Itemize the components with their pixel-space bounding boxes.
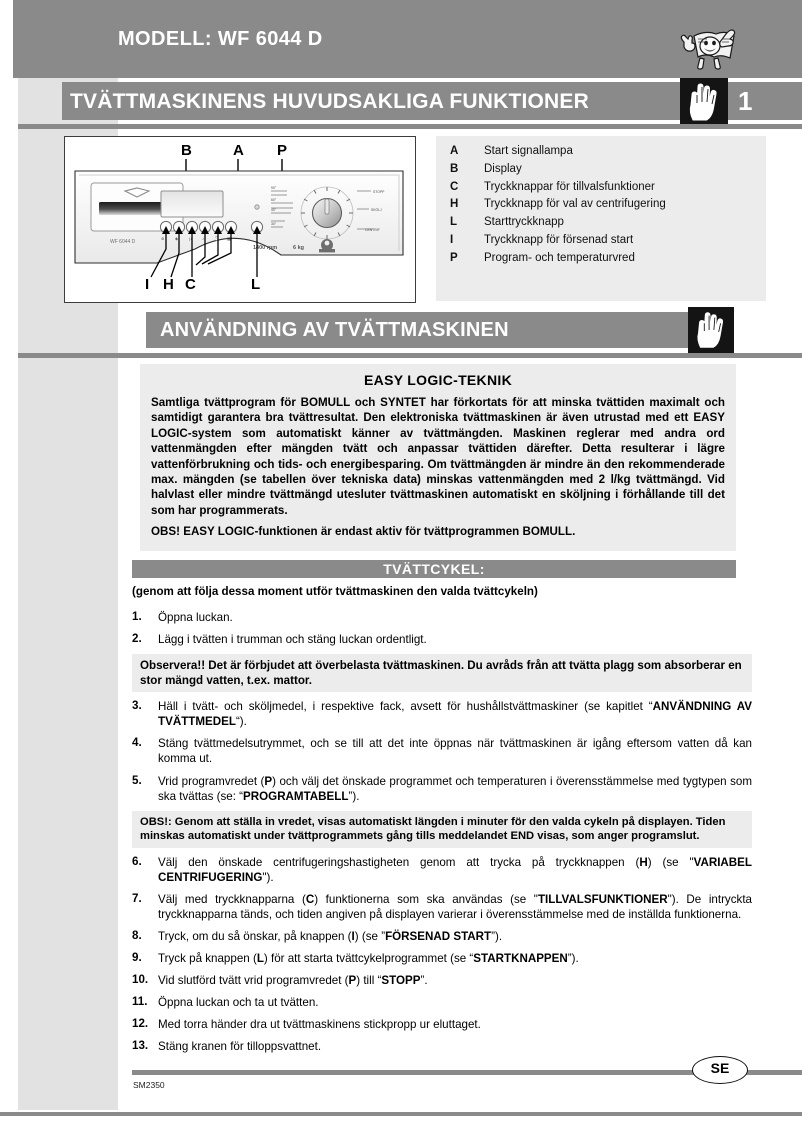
step-number: 2. <box>132 632 142 646</box>
step-number: 5. <box>132 773 142 787</box>
page-number: 1 <box>738 86 753 116</box>
step-text: Vid slutförd tvätt vrid programvredet (P) till “STOPP”. <box>158 974 428 988</box>
step-text: Välj den önskade centrifugeringshastigheten genom att trycka på tryckknappen (H) (se "VARIABEL CENTRIFUGERING"). <box>158 855 752 884</box>
legend-table <box>450 145 666 270</box>
legend-text: Starttryckknapp <box>484 216 564 229</box>
step-item <box>132 1017 752 1032</box>
step-item <box>132 610 752 625</box>
step-number: 7. <box>132 891 142 905</box>
legend-text: Start signallampa <box>484 145 573 157</box>
overload-warning-note: Observera!! Det är förbjudet att överbelasta tvättmaskinen. Du avråds från att tvätta plagg som absorberar en stor mängd vatten, t.ex. mattor. <box>132 654 752 692</box>
step-item <box>132 892 752 922</box>
legend-key: H <box>450 198 459 211</box>
load-label: 6 kg <box>293 245 305 251</box>
display-info-note: OBS!: Genom att ställa in vredet, visas automatiskt längden i minuter för den valda cykeln på displayen. Tiden minskas automatiskt under tvättprogrammets gång tills meddelandet END visas, som anger programslut. <box>132 811 752 848</box>
step-text: Stäng tvättmedelsutrymmet, och se till att det inte öppnas när tvättmaskinen är igång eftersom vatten då kan komma ut. <box>158 737 752 766</box>
legend-key: C <box>450 180 459 193</box>
svg-text:♪: ♪ <box>202 236 204 241</box>
legend-panel <box>436 136 766 301</box>
step-item <box>132 973 752 988</box>
step-text: Tryck, om du så önskar, på knappen (I) (se ”FÖRSENAD START”). <box>158 930 503 943</box>
svg-text:CENTRIF: CENTRIF <box>365 228 380 232</box>
svg-text:L: L <box>251 276 261 293</box>
svg-text:I: I <box>145 276 150 293</box>
hand-icon <box>688 307 734 353</box>
svg-text:H: H <box>163 276 174 293</box>
step-text: Öppna luckan. <box>158 611 233 624</box>
legend-text: Display <box>484 162 522 175</box>
step-item <box>132 855 752 885</box>
step-item <box>132 736 752 766</box>
legend-row <box>450 145 666 163</box>
step-number: 11. <box>132 995 148 1009</box>
svg-text:⊘: ⊘ <box>161 236 165 241</box>
step-item <box>132 951 752 966</box>
step-text: Häll i tvätt- och sköljmedel, i respektive fack, avsett för hushållstvättmaskiner (se kapitlet “ANVÄNDNING AV TVÄTTMEDEL“). <box>158 700 752 729</box>
book-mascot-icon <box>676 20 742 72</box>
step-item <box>132 774 752 804</box>
model-label: MODELL: WF 6044 D <box>118 28 323 50</box>
step-text: Öppna luckan och ta ut tvätten. <box>158 996 319 1010</box>
step-item <box>132 699 752 729</box>
svg-text:|↓: |↓ <box>189 236 193 241</box>
step-number: 1. <box>132 610 142 623</box>
svg-text:▦: ▦ <box>227 236 231 241</box>
svg-text:◈: ◈ <box>175 236 179 241</box>
chapter-title-bar-usage <box>146 312 726 348</box>
legend-key: A <box>450 145 459 157</box>
legend-row <box>450 198 666 216</box>
svg-text:P: P <box>277 142 288 159</box>
wash-cycle-bar <box>132 560 736 578</box>
svg-text:⌚: ⌚ <box>214 236 219 241</box>
control-panel-figure <box>64 136 416 303</box>
step-item <box>132 929 752 944</box>
hand-icon <box>680 78 728 126</box>
divider-rule-1 <box>18 124 802 129</box>
legend-row <box>450 252 666 270</box>
wash-cycle-steps <box>132 610 752 1061</box>
legend-row <box>450 163 666 181</box>
legend-row <box>450 181 666 199</box>
svg-text:STOPP: STOPP <box>373 190 385 194</box>
legend-text: Program- och temperaturvred <box>484 251 635 264</box>
legend-text: Tryckknapp för försenad start <box>484 234 634 247</box>
step-number: 10. <box>132 973 149 987</box>
svg-text:B: B <box>181 142 192 159</box>
country-badge <box>692 1056 748 1084</box>
svg-text:60°: 60° <box>271 198 277 202</box>
legend-key: P <box>450 251 458 264</box>
step-number: 3. <box>132 699 142 713</box>
spin-label: 1400 rpm <box>253 245 278 251</box>
legend-row <box>450 216 666 234</box>
legend-text: Tryckknapp för val av centrifugering <box>484 198 666 211</box>
step-number: 4. <box>132 736 142 750</box>
legend-text: Tryckknappar för tillvalsfunktioner <box>484 180 655 193</box>
step-text: Tryck på knappen (L) för att starta tvättcykelprogrammet (se “STARTKNAPPEN”). <box>158 952 579 966</box>
step-number: 12. <box>132 1017 149 1031</box>
svg-text:90°: 90° <box>271 186 277 190</box>
easy-logic-panel <box>140 364 736 551</box>
step-text: Lägg i tvätten i trumman och stäng luckan ordentligt. <box>158 633 427 647</box>
step-item <box>132 995 752 1010</box>
wash-cycle-intro: (genom att följa dessa moment utför tvättmaskinen den valda tvättcykeln) <box>132 585 538 598</box>
step-item <box>132 632 752 647</box>
step-number: 13. <box>132 1039 149 1053</box>
step-text: Med torra händer dra ut tvättmaskinens stickpropp ur eluttaget. <box>158 1018 481 1032</box>
easy-logic-body: Samtliga tvättprogram för BOMULL och SYNTET har förkortats för att minska tvättiden maximalt och samtidigt garantera bra tvättresultat. Den elektroniska tvättmaskinen är även utrustad med ett EASY LOGIC-system som automatiskt känner av tvättmängden. Maskinen reglerar med andra ord vattenmängden efter mängden tvätt och anpassar tvättiden därefter. Detta resulterar i lägre vattenförbrukning och tids- och energibesparing. Om tvättmängden är mindre än den rekommenderade max. mängden (se tabellen över tekniska data) minskas vattenmängden med 2 l/kg tvättmängd. Vid halvlast eller mindre tvättmängd utesluter tvättmaskinen automatiskt en sköljning i förhållande till det som har programmerats. <box>151 396 725 517</box>
step-text: Stäng kranen för tilloppsvattnet. <box>158 1040 322 1054</box>
chapter2-title: ANVÄNDNING AV TVÄTTMASKINEN <box>160 319 509 341</box>
legend-row <box>450 234 666 252</box>
legend-key: L <box>450 216 458 229</box>
step-number: 8. <box>132 929 142 942</box>
svg-text:SKÖLJ: SKÖLJ <box>371 208 382 212</box>
legend-key: B <box>450 162 459 175</box>
document-code: SM2350 <box>133 1080 165 1090</box>
step-item <box>132 1039 752 1054</box>
step-text: Välj med tryckknapparna (C) funktionerna som ska användas (se "TILLVALSFUNKTIONER"). De intryckta tryckknapparna tänds, och tiden angiven på displayen varierar i överensstämmelse med de inställda funktionerna. <box>158 892 752 921</box>
svg-text:30°: 30° <box>271 222 277 226</box>
easy-logic-title: EASY LOGIC-TEKNIK <box>364 372 512 388</box>
easy-logic-note: OBS! EASY LOGIC-funktionen är endast aktiv för tvättprogrammen BOMULL. <box>151 525 576 539</box>
svg-text:40°: 40° <box>271 208 277 212</box>
bottom-rule <box>0 1112 802 1116</box>
panel-brand-label: WF 6044 D <box>110 239 136 245</box>
wash-cycle-title: TVÄTTCYKEL: <box>383 561 485 577</box>
step-number: 9. <box>132 951 142 965</box>
step-number: 6. <box>132 854 142 868</box>
divider-rule-2 <box>18 353 802 358</box>
legend-key: I <box>450 234 454 247</box>
svg-text:A: A <box>233 142 244 159</box>
svg-text:C: C <box>185 276 196 293</box>
step-text: Vrid programvredet (P) och välj det önskade programmet och temperaturen i överensstämmelse med tygtypen som ska tvättas (se: “PROGRAMTABELL”). <box>158 774 752 803</box>
chapter1-title: TVÄTTMASKINENS HUVUDSAKLIGA FUNKTIONER <box>70 90 589 113</box>
country-badge-label: SE <box>710 1060 730 1076</box>
